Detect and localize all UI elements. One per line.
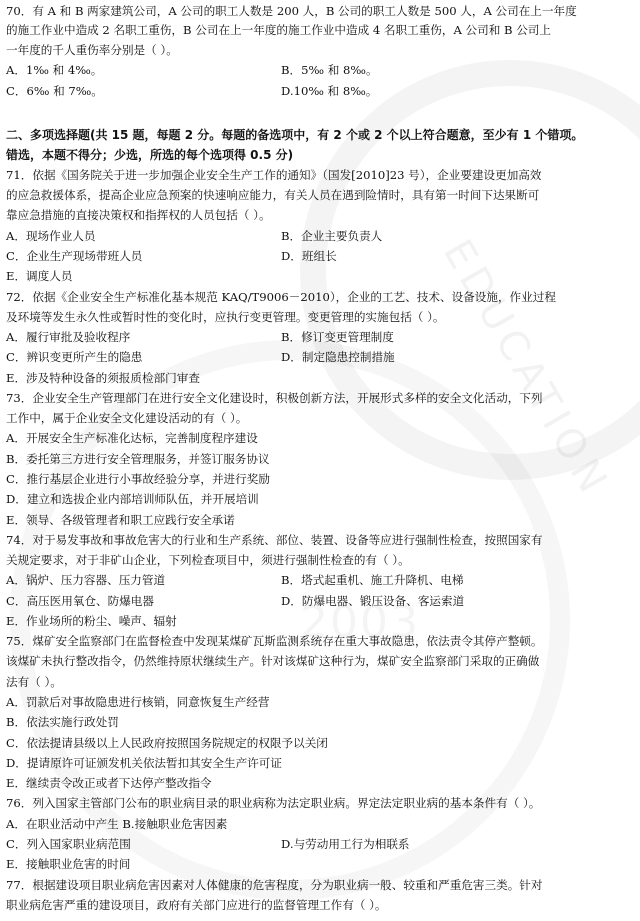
option-a: A．罚款后对事故隐患进行核销，同意恢复生产经营 <box>6 695 270 709</box>
question-text-line: 72．依据《企业安全生产标准化基本规范 KAQ/T9006－2010），企业的工艺、技术、设备设施，作业过程 <box>6 290 556 304</box>
option-e: E．继续责令改正或者下达停产整改指令 <box>6 776 212 790</box>
option-d: D.10‰ 和 8‰。 <box>281 84 378 98</box>
option-c: C．依法提请县级以上人民政府按照国务院规定的权限予以关闭 <box>6 736 328 750</box>
option-d: D．防爆电器、锻压设备、客运索道 <box>281 594 465 608</box>
watermark-year <box>300 615 420 631</box>
option-e: E．接触职业危害的时间 <box>6 857 131 871</box>
option-c: C．企业生产现场带班人员 <box>6 249 143 263</box>
option-c: C．推行基层企业进行小事故经验分享，并进行奖励 <box>6 472 270 486</box>
option-a: A．开展安全生产标准化达标，完善制度程序建设 <box>6 431 258 445</box>
option-c: C．6‰ 和 7‰。 <box>6 84 103 98</box>
option-b: B．企业主要负责人 <box>281 229 383 243</box>
option-e: E．调度人员 <box>6 269 73 283</box>
section-title-line: 错选，本题不得分；少选，所选的每个选项得 0.5 分) <box>6 148 294 162</box>
question-text-line: 75．煤矿安全监察部门在监督检查中发现某煤矿瓦斯监测系统存在重大事故隐患，依法责令其停产整顿。 <box>6 634 543 648</box>
watermark-text: EDUCATION <box>434 232 619 506</box>
option-d: D．制定隐患控制措施 <box>281 350 395 364</box>
option-b: B．修订变更管理制度 <box>281 330 394 344</box>
option-d: D．提请原许可证颁发机关依法暂扣其安全生产许可证 <box>6 756 282 770</box>
option-d: D．建立和选拔企业内部培训师队伍，并开展培训 <box>6 492 259 506</box>
option-a: A．现场作业人员 <box>6 229 96 243</box>
question-text-line: 74．对于易发事故和事故危害大的行业和生产系统、部位、装置、设备等应进行强制性检查，按照国家有 <box>6 533 543 547</box>
option-e: E．作业场所的粉尘、噪声、辐射 <box>6 614 177 628</box>
option-ab: A．在职业活动中产生 B.接触职业危害因素 <box>6 817 228 831</box>
option-c: C．高压医用氧仓、防爆电器 <box>6 594 154 608</box>
option-e: E．领导、各级管理者和职工应践行安全承诺 <box>6 513 235 527</box>
option-a: A．1‰ 和 4‰。 <box>6 63 103 77</box>
question-text-line: 77．根据建设项目职业病危害因素对人体健康的危害程度，分为职业病一般、较重和严重危害三类。针对 <box>6 878 543 892</box>
question-text-line: 70．有 A 和 B 两家建筑公司，A 公司的职工人数是 200 人，B 公司的职工人数是 500 人，A 公司在上一年度 <box>6 4 577 18</box>
question-text-line: 一年度的千人重伤率分别是（ ）。 <box>6 43 178 57</box>
question-text-line: 法有（ ）。 <box>6 675 62 689</box>
option-d: D.与劳动用工行为相联系 <box>281 837 410 851</box>
watermark-ring <box>300 60 640 480</box>
question-text-line: 的应急救援体系，提高企业应急预案的快速响应能力，有关人员在遇到险情时，具有第一时间下达果断可 <box>6 188 540 202</box>
question-text-line: 该煤矿未执行整改指令，仍然维持原状继续生产。针对该煤矿这种行为，煤矿安全监察部门采取的正确做 <box>6 654 540 668</box>
question-text-line: 职业病危害严重的建设项目，政府有关部门应进行的监督管理工作有（ ）。 <box>6 898 387 912</box>
option-b: B．依法实施行政处罚 <box>6 715 119 729</box>
question-text-line: 76．列入国家主管部门公布的职业病目录的职业病称为法定职业病。界定法定职业病的基本条件有（ ）。 <box>6 796 541 810</box>
question-text-line: 的施工作业中造成 2 名职工重伤，B 公司在上一年度的施工作业中造成 4 名职工重伤，A 公司和 B 公司上 <box>6 23 551 37</box>
option-e: E．涉及特种设备的须报质检部门审查 <box>6 371 200 385</box>
section-title-line: 二、多项选择题(共 15 题，每题 2 分。每题的备选项中，有 2 个或 2 个以上符合题意，至少有 1 个错项。 <box>6 128 584 142</box>
option-a: A．履行审批及验收程序 <box>6 330 131 344</box>
question-text-line: 靠应急措施的直接决策权和指挥权的人员包括（ ）。 <box>6 208 271 222</box>
option-d: D．班组长 <box>281 249 337 263</box>
option-b: B．塔式起重机、施工升降机、电梯 <box>281 573 464 587</box>
question-text-line: 工作中，属于企业安全文化建设活动的有（ ）。 <box>6 411 248 425</box>
option-a: A．锅炉、压力容器、压力管道 <box>6 573 166 587</box>
option-b: B．委托第三方进行安全管理服务，并签订服务协议 <box>6 452 270 466</box>
option-b: B．5‰ 和 8‰。 <box>281 63 378 77</box>
question-text-line: 及环境等发生永久性或暂时性的变化时，应执行变更管理。变更管理的实施包括（ ）。 <box>6 310 445 324</box>
option-c: C．列入国家职业病范围 <box>6 837 131 851</box>
question-text-line: 73．企业安全生产管理部门在进行安全文化建设时，积极创新方法，开展形式多样的安全文化活动，下列 <box>6 391 543 405</box>
question-text-line: 关规定要求，对于非矿山企业，下列检查项目中，须进行强制性检查的有（ ）。 <box>6 553 410 567</box>
option-c: C．辨识变更所产生的隐患 <box>6 350 143 364</box>
question-text-line: 71．依据《国务院关于进一步加强企业安全生产工作的通知》（国发[2010]23 号），企业要建设更加高效 <box>6 168 542 182</box>
